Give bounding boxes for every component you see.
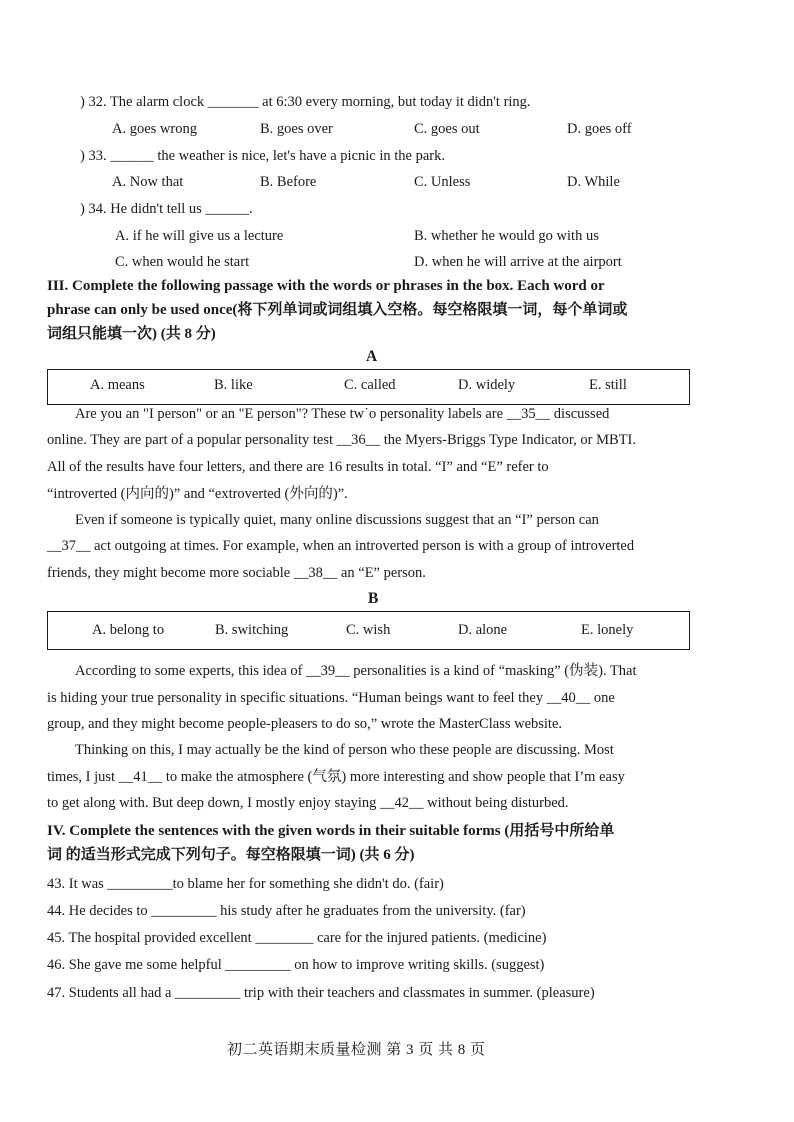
part-a-line-2: online. They are part of a popular personality test __36__ the Myers-Briggs Type Indicator, or MBTI. bbox=[47, 432, 637, 448]
question-33-option-a: A. Now that bbox=[112, 174, 184, 190]
part-b-word-box bbox=[47, 611, 690, 650]
sentence-item-44: 44. He decides to _________ his study after he graduates from the university. (far) bbox=[47, 903, 526, 919]
section-4-heading-line-1: IV. Complete the sentences with the given words in their suitable forms (用括号中所给单 bbox=[47, 823, 615, 839]
section-3-heading-line-3: 词组只能填一次) (共 8 分) bbox=[47, 326, 216, 342]
part-b-line-1: According to some experts, this idea of __39__ personalities is a kind of “masking” (伪装). That bbox=[75, 663, 637, 679]
part-a-line-4: “introverted (内向的)” and “extroverted (外向的)”. bbox=[47, 486, 348, 502]
question-34-option-d: D. when he will arrive at the airport bbox=[414, 254, 622, 270]
section-3-heading-line-2: phrase can only be used once(将下列单词或词组填入空格。每空格限填一词，每个单词或 bbox=[47, 302, 628, 318]
part-a-line-6: __37__ act outgoing at times. For example, when an introverted person is with a group of introverted bbox=[47, 538, 635, 554]
part-b-line-3: group, and they might become people-pleasers to do so,” wrote the MasterClass website. bbox=[47, 716, 563, 732]
part-a-box-option-a: A. means bbox=[90, 377, 145, 393]
question-32-option-d: D. goes off bbox=[567, 121, 632, 137]
page-footer: 初二英语期末质量检测 第 3 页 共 8 页 bbox=[227, 1042, 486, 1058]
part-a-box-option-d: D. widely bbox=[458, 377, 516, 393]
question-33-option-b: B. Before bbox=[260, 174, 317, 190]
part-b-letter: B bbox=[368, 590, 379, 607]
part-a-box-option-b: B. like bbox=[214, 377, 253, 393]
part-b-box-option-b: B. switching bbox=[215, 622, 289, 638]
question-32-stem: ) 32. The alarm clock _______ at 6:30 every morning, but today it didn't ring. bbox=[80, 94, 531, 110]
part-b-box-option-c: C. wish bbox=[346, 622, 391, 638]
part-a-line-3: All of the results have four letters, and there are 16 results in total. “I” and “E” refer to bbox=[47, 459, 549, 475]
part-a-line-1: Are you an "I person" or an "E person"? These tw˙o personality labels are __35__ discussed bbox=[75, 406, 610, 422]
part-b-line-4: Thinking on this, I may actually be the kind of person who these people are discussing. Most bbox=[75, 742, 614, 758]
part-a-box-option-c: C. called bbox=[344, 377, 396, 393]
part-a-box-option-e: E. still bbox=[589, 377, 627, 393]
part-b-box-option-a: A. belong to bbox=[92, 622, 165, 638]
question-32-option-c: C. goes out bbox=[414, 121, 480, 137]
sentence-item-43: 43. It was _________to blame her for something she didn't do. (fair) bbox=[47, 876, 444, 892]
sentence-item-45: 45. The hospital provided excellent ________ care for the injured patients. (medicine) bbox=[47, 930, 547, 946]
question-33-option-c: C. Unless bbox=[414, 174, 471, 190]
part-b-box-option-e: E. lonely bbox=[581, 622, 634, 638]
part-a-line-5: Even if someone is typically quiet, many online discussions suggest that an “I” person can bbox=[75, 512, 599, 528]
question-32-option-a: A. goes wrong bbox=[112, 121, 197, 137]
part-b-line-5: times, I just __41__ to make the atmosphere (气氛) more interesting and show people that I’m easy bbox=[47, 769, 625, 785]
sentence-item-46: 46. She gave me some helpful _________ on how to improve writing skills. (suggest) bbox=[47, 957, 545, 973]
question-34-option-a: A. if he will give us a lecture bbox=[115, 228, 284, 244]
part-a-word-box bbox=[47, 369, 690, 405]
question-34-option-b: B. whether he would go with us bbox=[414, 228, 599, 244]
part-b-line-2: is hiding your true personality in specific situations. “Human beings want to feel they __40__ one bbox=[47, 690, 615, 706]
question-33-option-d: D. While bbox=[567, 174, 620, 190]
question-34-stem: ) 34. He didn't tell us ______. bbox=[80, 201, 253, 217]
part-b-box-option-d: D. alone bbox=[458, 622, 508, 638]
part-a-letter: A bbox=[366, 348, 378, 365]
question-34-option-c: C. when would he start bbox=[115, 254, 250, 270]
question-32-option-b: B. goes over bbox=[260, 121, 333, 137]
section-3-heading-line-1: III. Complete the following passage with the words or phrases in the box. Each word or bbox=[47, 278, 605, 294]
sentence-item-47: 47. Students all had a _________ trip with their teachers and classmates in summer. (pleasure) bbox=[47, 985, 595, 1001]
part-a-line-7: friends, they might become more sociable __38__ an “E” person. bbox=[47, 565, 426, 581]
part-b-line-6: to get along with. But deep down, I mostly enjoy staying __42__ without being disturbed. bbox=[47, 795, 569, 811]
section-4-heading-line-2: 词 的适当形式完成下列句子。每空格限填一词) (共 6 分) bbox=[47, 847, 415, 863]
question-33-stem: ) 33. ______ the weather is nice, let's have a picnic in the park. bbox=[80, 148, 445, 164]
